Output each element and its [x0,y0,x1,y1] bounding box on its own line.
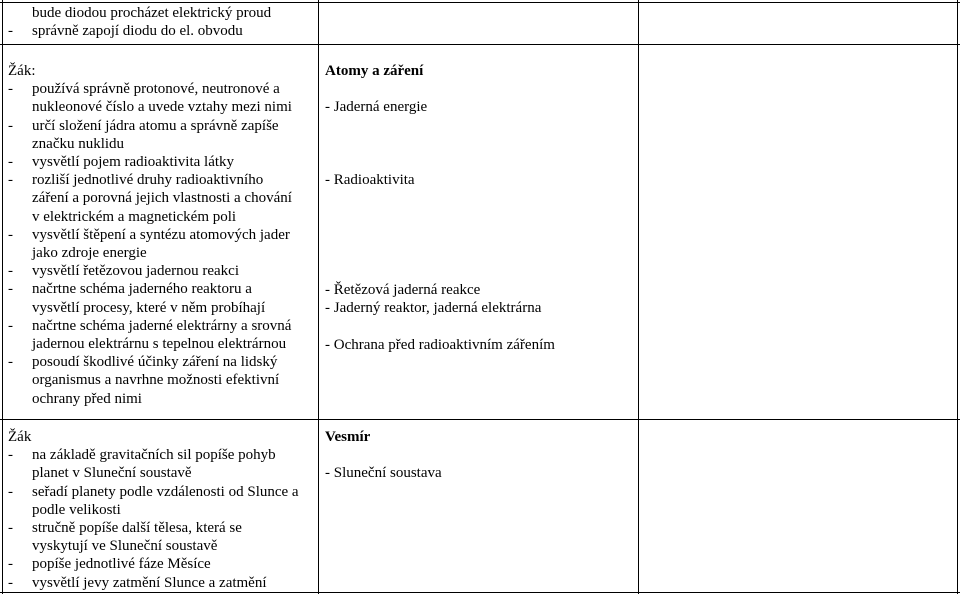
bullet-dash: - [8,317,13,334]
section1-outcomes [8,62,316,408]
top-cell-bullet: - správně zapojí diodu do el. obvodu [8,23,243,40]
topic-item: - Jaderný reaktor, jaderná elektrárna [325,300,542,316]
outcome-bullet [8,555,316,573]
section1-topic-title: Atomy a záření [325,63,424,79]
topic-item: - Řetězová jaderná reakce [325,282,481,298]
outcome-line: posoudí škodlivé účinky záření na lidský [32,354,278,371]
outcome-line: značku nuklidu [32,135,125,152]
outcome-bullet [8,153,316,171]
outcome-line: vyskytují ve Sluneční soustavě [32,538,218,555]
outcome-line: seřadí planety podle vzdálenosti od Slunce a [32,483,299,500]
bullet-dash: - [8,556,13,573]
section2-topics [325,428,633,481]
outcome-bullet [8,353,316,408]
outcome-line: používá správně protonové, neutronové a [32,81,280,98]
row-divider-2 [0,419,960,420]
bullet-dash: - [8,520,13,537]
top-cell-line: bude diodou procházet elektrický proud [32,5,272,21]
outcome-line: ochrany před nimi [32,390,142,407]
outcome-line: vysvětlí štěpení a syntézu atomových jader [32,226,290,243]
section2-bullet-list [8,446,316,592]
table-border-left [2,0,3,594]
outcome-line: podle velikosti [32,501,121,518]
section1-bullet-list [8,80,316,408]
outcome-line: nukleonové číslo a uvede vztahy mezi nimi [32,99,292,116]
bullet-dash: - [8,574,13,591]
outcome-bullet [8,574,316,592]
top-cell [8,4,314,40]
topic-item: - Sluneční soustava [325,465,442,481]
bullet-dash: - [8,81,13,98]
outcome-line: vysvětlí pojem radioaktivita látky [32,154,235,171]
table-border-right [957,0,958,594]
bullet-dash: - [8,117,13,134]
topic-item: - Radioaktivita [325,172,415,188]
topic-item: - Jaderná energie [325,99,428,115]
section2-outcomes [8,428,316,592]
outcome-line: vysvětlí procesy, které v něm probíhají [32,299,266,316]
outcome-bullet [8,280,316,316]
bullet-dash: - [8,281,13,298]
bullet-dash: - [8,226,13,243]
outcome-line: vysvětlí řetězovou jadernou reakci [32,263,239,280]
bullet-dash: - [8,354,13,371]
outcome-bullet [8,117,316,153]
outcome-bullet [8,519,316,555]
outcome-line: určí složení jádra atomu a správně zapíše [32,117,279,134]
outcome-bullet [8,262,316,280]
topic-item: - Ochrana před radioaktivním zářením [325,337,555,353]
outcome-line: organismus a navrhne možnosti efektivní [32,372,280,389]
bullet-dash: - [8,447,13,464]
table-border-top [0,2,960,3]
outcome-line: v elektrickém a magnetickém poli [32,208,237,225]
outcome-bullet [8,483,316,519]
outcome-line: načrtne schéma jaderného reaktoru a [32,281,252,298]
outcome-bullet [8,171,316,226]
bullet-dash: - [8,154,13,171]
section2-heading: Žák [8,429,32,445]
section1-heading: Žák: [8,63,36,79]
outcome-line: vysvětlí jevy zatmění Slunce a zatmění [32,574,267,591]
bullet-dash: - [8,483,13,500]
bullet-dash: - [8,172,13,189]
outcome-line: záření a porovná jejich vlastnosti a chování [32,190,292,207]
outcome-line: popíše jednotlivé fáze Měsíce [32,556,211,573]
column-divider-1 [318,0,319,594]
outcome-line: jako zdroje energie [32,245,147,262]
outcome-bullet [8,80,316,116]
section1-topics [325,62,633,353]
row-divider-1 [0,44,960,45]
outcome-bullet [8,226,316,262]
outcome-bullet [8,446,316,482]
outcome-line: jadernou elektrárnu s tepelnou elektrárnou [32,336,287,353]
column-divider-2 [638,0,639,594]
outcome-line: stručně popíše další tělesa, která se [32,520,242,537]
outcome-line: planet v Sluneční soustavě [32,465,192,482]
outcome-line: na základě gravitačních sil popíše pohyb [32,447,276,464]
section2-topic-title: Vesmír [325,429,371,445]
outcome-line: rozliší jednotlivé druhy radioaktivního [32,172,264,189]
outcome-line: načrtne schéma jaderné elektrárny a srovná [32,317,292,334]
table-border-bottom [0,592,960,593]
bullet-dash: - [8,263,13,280]
outcome-bullet [8,317,316,353]
